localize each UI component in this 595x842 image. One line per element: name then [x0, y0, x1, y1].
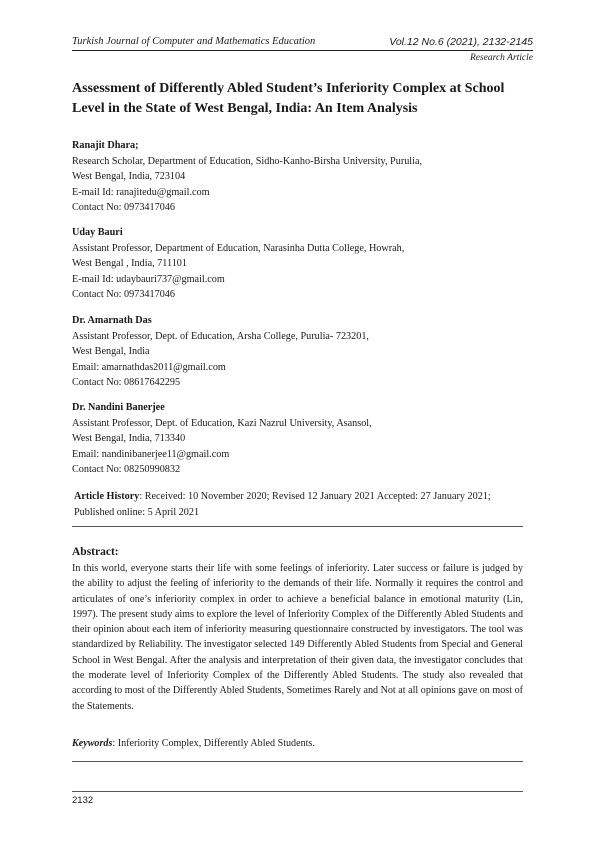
article-history	[74, 489, 529, 520]
author-address: West Bengal, India, 713340	[72, 433, 186, 444]
author-email: Email: amarnathdas2011@gmail.com	[72, 361, 226, 373]
author-contact: Contact No: 0973417046	[72, 202, 175, 213]
author-address: West Bengal, India	[72, 346, 150, 357]
separator-rule	[72, 761, 523, 762]
author-name: Uday Bauri	[72, 227, 123, 238]
author-address: West Bengal, India, 723104	[72, 171, 186, 182]
author-block	[72, 138, 532, 216]
author-name: Dr. Nandini Banerjee	[72, 402, 165, 413]
author-block	[72, 313, 532, 391]
author-affiliation: Assistant Professor, Dept. of Education, Arsha College, Purulia- 723201,	[72, 330, 369, 342]
separator-rule	[72, 526, 523, 527]
keywords-text: : Inferiority Complex, Differently Abled Students.	[112, 738, 315, 749]
keywords	[72, 738, 315, 749]
abstract-text: In this world, everyone starts their life with some feelings of inferiority. Later success or failure is judged by the ability to adjust the feeling of inferiority to the demands of their life. Normally it requires the control and articulates of one’s inferiority complex in order to achieve a beneficial balance in emotional maturity (Lin, 1997). The present study aims to explore the level of Inferiority Complex of the Differently Abled Students and their opinion about each item of inferiority measuring questionnaire constructed by investigators. The tool was standardized by Reliability. The investigator selected 149 Differently Abled Students from Special and General School in West Bengal. After the analysis and interpretation of their given data, the investigator concludes that the moderate level of Inferiority Complex of the Differently Abled Students. The study also revealed that according to most of the Differently Abled Students, Sometimes Rarely and Not at all opinions gave on most of the Statements.	[72, 563, 523, 712]
keywords-label: Keywords	[72, 738, 113, 749]
article-history-label: Article History	[74, 491, 140, 502]
header-rule	[72, 50, 533, 51]
author-contact: Contact No: 0973417046	[72, 289, 175, 300]
article-type: Research Article	[469, 53, 533, 63]
article-history-dates: : Received: 10 November 2020; Revised 12 January 2021 Accepted: 27 January 2021; Published online: 5 April 2021	[74, 491, 491, 518]
author-contact: Contact No: 08617642295	[72, 377, 181, 388]
author-affiliation: Assistant Professor, Department of Education, Narasinha Dutta College, Howrah,	[72, 242, 405, 254]
author-name: Dr. Amarnath Das	[72, 315, 152, 326]
author-name: Ranajit Dhara;	[72, 140, 139, 151]
abstract-heading: Abstract:	[72, 546, 119, 558]
paper-title: Assessment of Differently Abled Student’s Inferiority Complex at School Level in the State of West Bengal, India: An Item Analysis	[72, 81, 505, 116]
journal-name: Turkish Journal of Computer and Mathematics Education	[72, 36, 316, 47]
author-email: Email: nandinibanerjee11@gmail.com	[72, 448, 230, 460]
footer-rule	[72, 791, 523, 792]
author-address: West Bengal , India, 711101	[72, 258, 187, 269]
author-email: E-mail Id: udaybauri737@gmail.com	[72, 273, 225, 285]
page-number: 2132	[72, 795, 94, 806]
volume-info: Vol.12 No.6 (2021), 2132-2145	[389, 36, 533, 48]
author-block	[72, 225, 532, 303]
author-affiliation: Research Scholar, Department of Education, Sidho-Kanho-Birsha University, Purulia,	[72, 155, 423, 167]
author-email: E-mail Id: ranajitedu@gmail.com	[72, 186, 210, 198]
author-contact: Contact No: 08250990832	[72, 464, 181, 475]
author-affiliation: Assistant Professor, Dept. of Education, Kazi Nazrul University, Asansol,	[72, 417, 372, 429]
author-block	[72, 400, 532, 478]
